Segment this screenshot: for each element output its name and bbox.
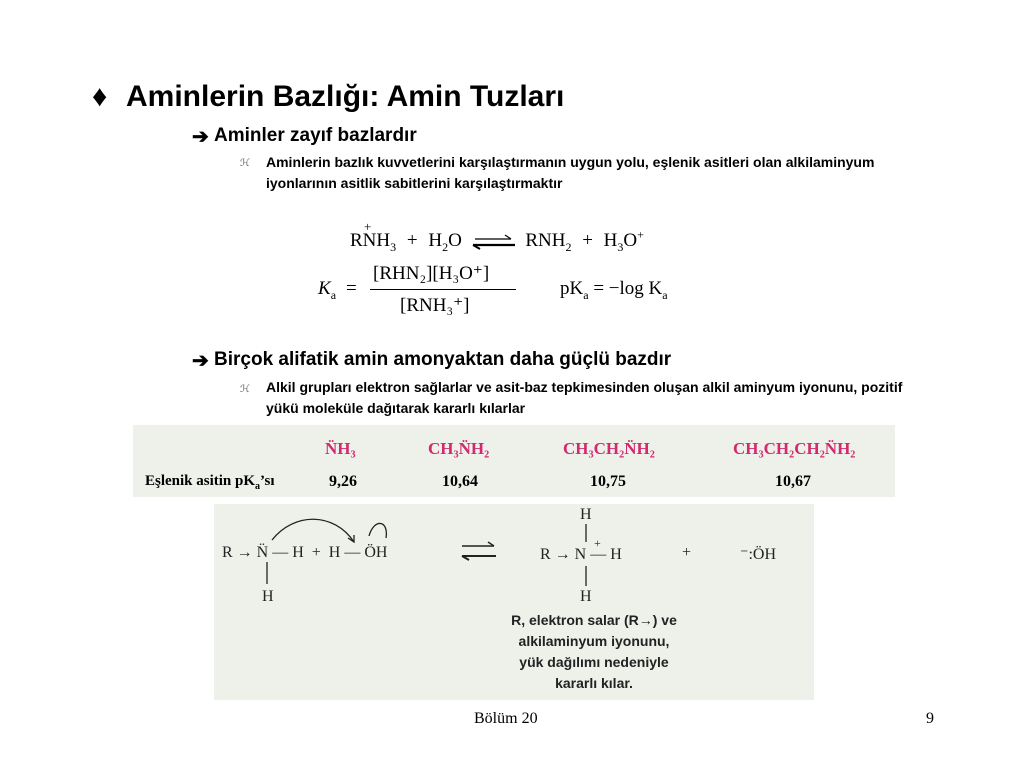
compound-ethylamine: CH₃CH₂N̈H₂ bbox=[563, 439, 655, 458]
mechanism-caption bbox=[474, 610, 714, 694]
pka-value: 9,26 bbox=[329, 473, 357, 490]
mechanism-h: H bbox=[262, 588, 274, 605]
equilibrium-arrows-icon bbox=[471, 234, 517, 250]
pka-value: 10,64 bbox=[442, 473, 478, 490]
mechanism-h-bottom: H bbox=[580, 588, 592, 605]
pka-value: 10,67 bbox=[775, 473, 811, 490]
mechanism-h-top: H bbox=[580, 506, 592, 523]
equals-sign: = bbox=[346, 278, 357, 299]
mechanism-diagram bbox=[214, 504, 814, 700]
mechanism-product: R → N — H bbox=[540, 546, 622, 563]
reactant2: $H_2O$ bbox=[428, 230, 462, 255]
bullet-h-icon: ℋ bbox=[240, 158, 250, 169]
ka-denominator: [RNH₃⁺] bbox=[400, 295, 470, 316]
point2-subtext: Alkil grupları elektron sağlarlar ve asit-baz tepkimesinden oluşan alkil aminyum iyonunu, pozitif yükü moleküle dağıtarak kararlı kılarlar bbox=[266, 379, 903, 416]
arrow-right-icon: ➔ bbox=[192, 126, 209, 148]
compound-propylamine: CH₃CH₂CH₂N̈H₂ bbox=[733, 439, 856, 458]
page-number: 9 bbox=[926, 710, 934, 727]
plus-sign: + bbox=[682, 544, 692, 561]
arrow-right-icon: ➔ bbox=[192, 350, 209, 372]
caption-line: yük dağılımı nedeniyle bbox=[519, 654, 669, 670]
point1-subtext: Aminlerin bazlık kuvvetlerini karşılaştırmanın uygun yolu, eşlenik asitleri olan alkilaminyum iyonlarının asitlik sabitlerini karşılaştırmaktır bbox=[266, 154, 875, 191]
slide-title: Aminlerin Bazlığı: Amin Tuzları bbox=[126, 80, 565, 113]
product2: $H_3O^+$ bbox=[603, 228, 644, 255]
compound-nh3: N̈H₃ bbox=[325, 439, 356, 458]
pka-value: 10,75 bbox=[590, 473, 626, 490]
point2-heading: Birçok alifatik amin amonyaktan daha güçlü bazdır bbox=[214, 349, 672, 370]
bullet-h-icon: ℋ bbox=[240, 384, 250, 395]
ka-lhs: $K_a$ bbox=[318, 278, 337, 302]
caption-line: R, elektron salar (R→) ve bbox=[511, 612, 677, 628]
hydroxide: ⁻:ÖH bbox=[740, 546, 776, 563]
plus-sign: + bbox=[406, 230, 418, 252]
mechanism-plus-charge: + bbox=[594, 536, 601, 550]
mechanism-reactants: R → N̈ — H + H — ÖH bbox=[222, 544, 388, 561]
pka-definition: $pK_a = -\log$ $K_a$ bbox=[560, 278, 668, 302]
title-bullet-icon: ♦ bbox=[92, 80, 108, 113]
product1: $RNH_2$ bbox=[525, 230, 572, 255]
plus-charge: + bbox=[364, 219, 372, 234]
reactant1: $RNH_3$ bbox=[350, 230, 397, 255]
ka-numerator: [RHN₂][H₃O⁺] bbox=[373, 263, 490, 284]
table-row-label: Eşlenik asitin $pK_a’sı$ bbox=[145, 473, 275, 492]
equilibrium-equation bbox=[350, 219, 644, 255]
pka-table bbox=[133, 425, 895, 497]
fraction-bar bbox=[370, 289, 516, 290]
caption-line: kararlı kılar. bbox=[555, 675, 633, 691]
plus-sign: + bbox=[582, 230, 593, 252]
footer-chapter: Bölüm 20 bbox=[474, 710, 538, 727]
point1-heading: Aminler zayıf bazlardır bbox=[214, 125, 417, 146]
compound-methylamine: CH₃N̈H₂ bbox=[428, 439, 490, 458]
caption-line: alkilaminyum iyonunu, bbox=[518, 633, 670, 649]
